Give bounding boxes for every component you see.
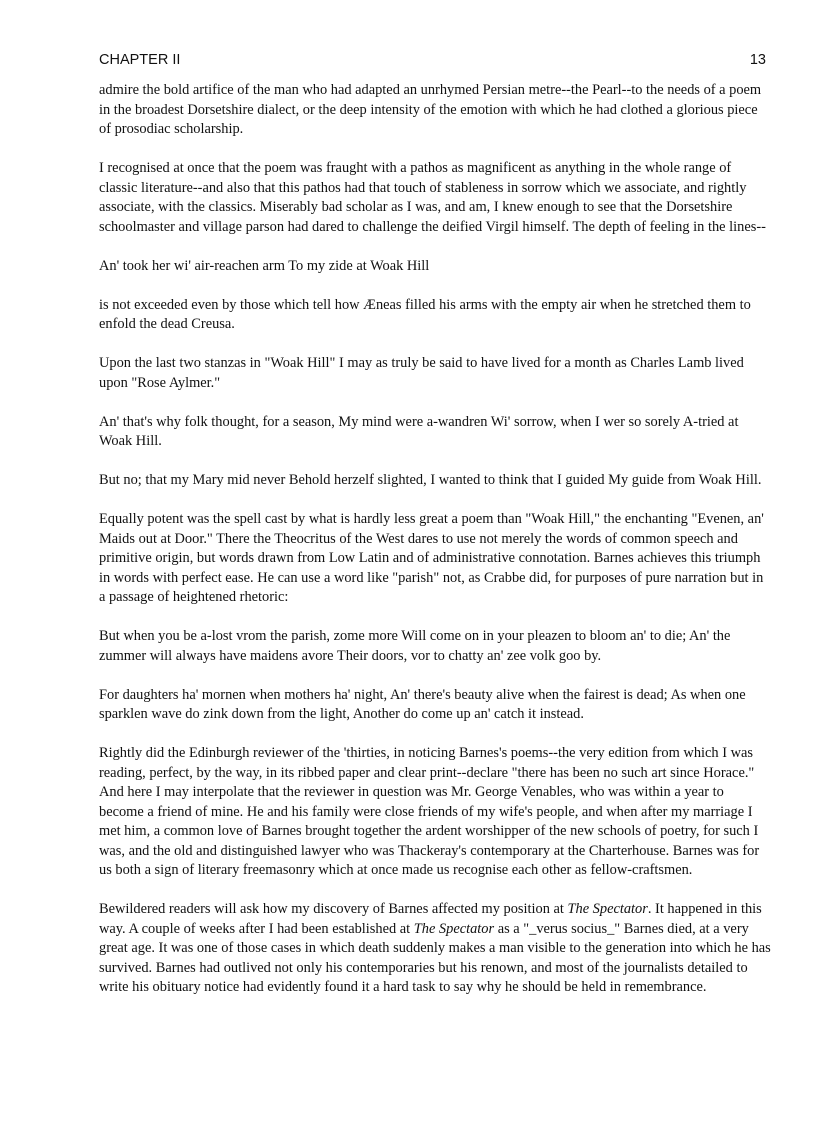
page-number: 13 [749,52,766,68]
paragraph-5: Equally potent was the spell cast by what is hardly less great a poem than "Woak Hill," the enchanting "Evenen, an' Maids out at Door." There the Theocritus of the West dares to use not merely the words of common speech and primitive origin, but words drawn from Low Latin and of administrative connotation. Barnes achieves this triumph in words with perfect ease. He can use a word like "parish" not, as Crabbe did, for purposes of pure narration but in a passage of heightened rhetoric: [99,511,764,605]
publication-title-1: The Spectator [567,901,648,917]
paragraph-1: admire the bold artifice of the man who had adapted an unrhymed Persian metre--the Pearl--to the needs of a poem in the broadest Dorsetshire dialect, or the deep intensity of the emotion with which he had clothed a glorious piece of prosodiac scholarship. [99,82,762,137]
verse-quote-1: An' took her wi' air-reachen arm To my zide at Woak Hill [99,257,430,274]
paragraph-7-text-e: as a "_verus socius_" Barnes died, at a very great age. It was one of those cases in which death suddenly makes a man visible to the generation into which he has survived. Barnes had outlived not only his contemporaries but his renown, and most of the journalists detailed to write his obituary notice had evidently found it a hard task to say why he should be held in remembrance. [99,920,771,995]
paragraph-4: Upon the last two stanzas in "Woak Hill" I may as truly be said to have lived for a month as Charles Lamb lived upon "Rose Aylmer." [99,355,744,391]
verse-quote-3: But no; that my Mary mid never Behold herzelf slighted, I wanted to think that I guided My guide from Woak Hill. [99,472,762,488]
verse-quote-5: For daughters ha' mornen when mothers ha' night, An' there's beauty alive when the fairest is dead; As when one sparklen wave do zink down from the light, Another do come up an' catch it instead. [99,686,746,722]
paragraph-7 [99,900,771,998]
paragraph-2: I recognised at once that the poem was fraught with a pathos as magnificent as anything in the whole range of classic literature--and also that this pathos had that touch of stableness in sorrow which we associate, and rightly associate, with the classics. Miserably bad scholar as I was, and am, I knew enough to see that the Dorsetshire schoolmaster and village parson had dared to challenge the deified Virgil himself. The depth of feeling in the lines-- [99,160,766,235]
verse-quote-4: But when you be a-lost vrom the parish, zome more Will come on in your pleazen to bloom an' to die; An' the zummer will always have maidens avore Their doors, vor to chatty an' zee volk goo by. [99,628,731,664]
publication-title-2: The Spectator [413,920,495,937]
running-header [99,52,766,68]
verse-quote-2: An' that's why folk thought, for a season, My mind were a-wandren Wi' sorrow, when I wer so sorely A-tried at Woak Hill. [99,413,739,449]
paragraph-7-text-c: . It happened in this way. A couple of weeks after I had been established at [99,901,762,937]
paragraph-6: Rightly did the Edinburgh reviewer of the 'thirties, in noticing Barnes's poems--the very edition from which I was reading, perfect, by the way, in its ribbed paper and clear print--declare "there has been no such art since Horace." And here I may interpolate that the reviewer in question was Mr. George Venables, who was within a year to become a friend of mine. He and his family were close friends of my wife's people, and when after my marriage I met him, a common love of Barnes brought together the ardent worshipper of the new schools of poetry, for such I was, and the old and distinguished lawyer who was Thackeray's contemporary at the Charterhouse. Barnes was for us both a sign of literary freemasonry which at once made us recognise each other as fellow-craftsmen. [99,745,760,878]
chapter-title: CHAPTER II [99,52,181,68]
paragraph-7-text-a: Bewildered readers will ask how my discovery of Barnes affected my position at [99,901,568,917]
body-text [99,81,771,1017]
paragraph-3: is not exceeded even by those which tell how Æneas filled his arms with the empty air when he stretched them to enfold the dead Creusa. [99,296,751,332]
